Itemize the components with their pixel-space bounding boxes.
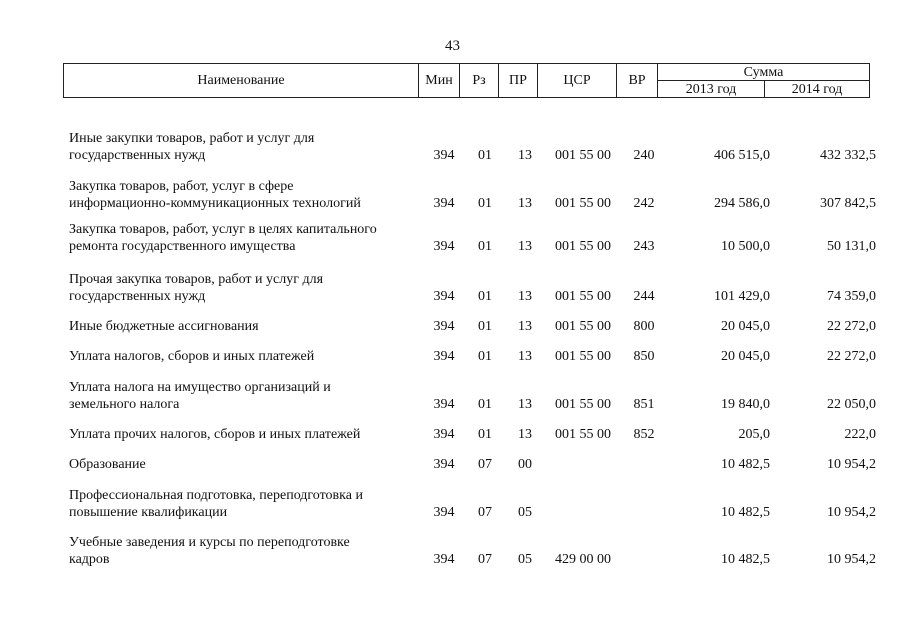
row-name <box>69 348 414 365</box>
row-rz: 07 <box>478 552 492 567</box>
row-csr: 001 55 00 <box>555 397 611 412</box>
row-csr: 001 55 00 <box>555 148 611 163</box>
row-min: 394 <box>433 427 455 442</box>
row-sum-2013: 20 045,0 <box>721 349 770 364</box>
row-sum-2014: 22 272,0 <box>827 349 876 364</box>
row-sum-2014: 307 842,5 <box>820 196 876 211</box>
row-name-line: Профессиональная подготовка, переподготовка и <box>69 488 363 503</box>
row-name-line: государственных нужд <box>69 289 206 304</box>
row-name <box>69 534 414 568</box>
row-csr: 001 55 00 <box>555 239 611 254</box>
row-name-line: повышение квалификации <box>69 505 228 520</box>
row-min: 394 <box>433 196 455 211</box>
header-vr: ВР <box>617 64 658 98</box>
row-pr: 00 <box>518 457 532 472</box>
row-sum-2014: 74 359,0 <box>827 289 876 304</box>
header-csr: ЦСР <box>538 64 617 98</box>
row-sum-2013: 20 045,0 <box>721 319 770 334</box>
row-csr: 001 55 00 <box>555 349 611 364</box>
row-rz: 01 <box>478 349 492 364</box>
row-name-line: Иные бюджетные ассигнования <box>69 319 259 334</box>
header-sum: Сумма <box>658 64 870 81</box>
row-name-line: Иные закупки товаров, работ и услуг для <box>69 131 315 146</box>
row-name <box>69 456 414 473</box>
row-name <box>69 221 414 255</box>
row-csr: 001 55 00 <box>555 289 611 304</box>
row-rz: 01 <box>478 289 492 304</box>
row-name-line: кадров <box>69 552 110 567</box>
table-row <box>0 325 905 365</box>
row-name-line: ремонта государственного имущества <box>69 239 296 254</box>
row-sum-2013: 10 482,5 <box>721 552 770 567</box>
row-rz: 07 <box>478 505 492 520</box>
row-sum-2013: 19 840,0 <box>721 397 770 412</box>
row-sum-2013: 406 515,0 <box>714 148 770 163</box>
row-sum-2014: 432 332,5 <box>820 148 876 163</box>
row-min: 394 <box>433 349 455 364</box>
header-name: Наименование <box>64 64 419 98</box>
row-rz: 01 <box>478 319 492 334</box>
table-row <box>0 124 905 164</box>
row-csr: 001 55 00 <box>555 427 611 442</box>
row-csr: 001 55 00 <box>555 196 611 211</box>
table-row <box>0 215 905 255</box>
row-rz: 01 <box>478 397 492 412</box>
row-sum-2014: 222,0 <box>844 427 876 442</box>
row-vr: 852 <box>633 427 655 442</box>
row-sum-2013: 10 500,0 <box>721 239 770 254</box>
row-pr: 13 <box>518 397 532 412</box>
page-number: 43 <box>445 38 460 54</box>
row-pr: 05 <box>518 552 532 567</box>
header-year-2014: 2014 год <box>765 81 870 98</box>
row-name-line: Закупка товаров, работ, услуг в сфере <box>69 179 294 194</box>
header-rz: Рз <box>460 64 499 98</box>
row-sum-2014: 10 954,2 <box>827 552 876 567</box>
row-name <box>69 487 414 521</box>
row-name-line: Закупка товаров, работ, услуг в целях капитального <box>69 222 377 237</box>
row-vr: 244 <box>633 289 655 304</box>
row-vr: 243 <box>633 239 655 254</box>
row-pr: 13 <box>518 427 532 442</box>
row-rz: 07 <box>478 457 492 472</box>
row-name-line: Прочая закупка товаров, работ и услуг для <box>69 272 324 287</box>
row-min: 394 <box>433 397 455 412</box>
row-pr: 05 <box>518 505 532 520</box>
row-vr: 850 <box>633 349 655 364</box>
header-year-2013: 2013 год <box>658 81 765 98</box>
row-sum-2014: 50 131,0 <box>827 239 876 254</box>
row-csr: 429 00 00 <box>555 552 611 567</box>
row-rz: 01 <box>478 239 492 254</box>
row-pr: 13 <box>518 289 532 304</box>
row-pr: 13 <box>518 239 532 254</box>
table-row <box>0 481 905 521</box>
row-name-line: Уплата налога на имущество организаций и <box>69 380 331 395</box>
row-name <box>69 130 414 164</box>
row-name <box>69 178 414 212</box>
row-min: 394 <box>433 552 455 567</box>
row-name-line: земельного налога <box>69 397 180 412</box>
row-sum-2013: 101 429,0 <box>714 289 770 304</box>
table-row <box>0 528 905 568</box>
row-sum-2013: 205,0 <box>738 427 770 442</box>
row-pr: 13 <box>518 319 532 334</box>
row-min: 394 <box>433 289 455 304</box>
row-name-line: государственных нужд <box>69 148 206 163</box>
row-rz: 01 <box>478 196 492 211</box>
row-name-line: Уплата налогов, сборов и иных платежей <box>69 349 315 364</box>
row-name-line: Уплата прочих налогов, сборов и иных платежей <box>69 427 361 442</box>
row-min: 394 <box>433 457 455 472</box>
header-pr: ПР <box>499 64 538 98</box>
row-rz: 01 <box>478 148 492 163</box>
row-vr: 851 <box>633 397 655 412</box>
table-row <box>0 172 905 212</box>
row-pr: 13 <box>518 349 532 364</box>
row-sum-2014: 22 272,0 <box>827 319 876 334</box>
row-pr: 13 <box>518 196 532 211</box>
row-sum-2014: 10 954,2 <box>827 505 876 520</box>
row-min: 394 <box>433 319 455 334</box>
row-sum-2014: 10 954,2 <box>827 457 876 472</box>
row-vr: 240 <box>633 148 655 163</box>
row-sum-2014: 22 050,0 <box>827 397 876 412</box>
row-pr: 13 <box>518 148 532 163</box>
table-row <box>0 433 905 473</box>
row-vr: 800 <box>633 319 655 334</box>
row-csr: 001 55 00 <box>555 319 611 334</box>
row-name-line: информационно-коммуникационных технологий <box>69 196 361 211</box>
row-min: 394 <box>433 148 455 163</box>
row-sum-2013: 294 586,0 <box>714 196 770 211</box>
header-min: Мин <box>419 64 460 98</box>
row-rz: 01 <box>478 427 492 442</box>
row-min: 394 <box>433 505 455 520</box>
row-name-line: Учебные заведения и курсы по переподготовке <box>69 535 350 550</box>
row-vr: 242 <box>633 196 655 211</box>
row-sum-2013: 10 482,5 <box>721 505 770 520</box>
row-sum-2013: 10 482,5 <box>721 457 770 472</box>
row-min: 394 <box>433 239 455 254</box>
row-name-line: Образование <box>69 457 146 472</box>
